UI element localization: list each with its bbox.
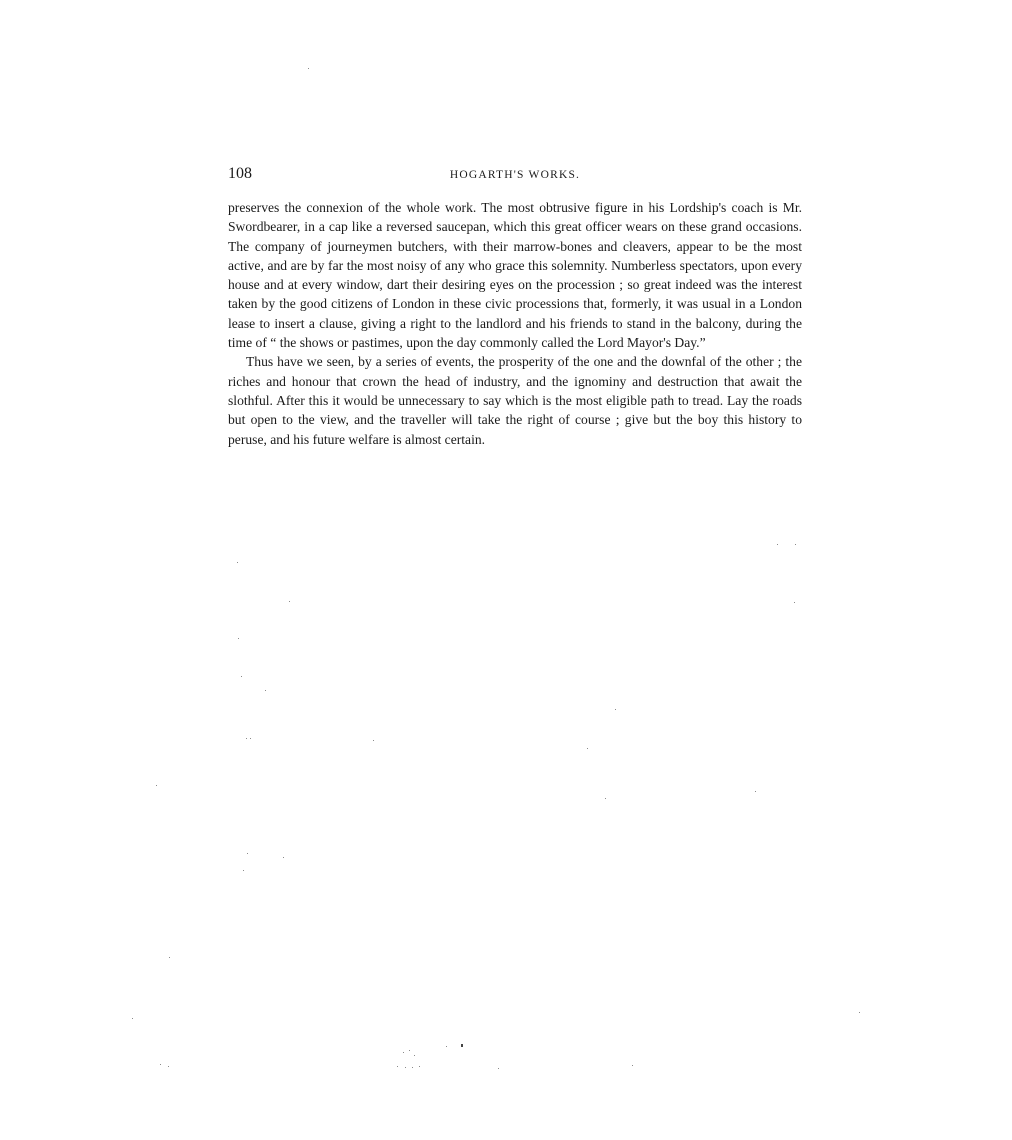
scan-speck bbox=[308, 68, 309, 69]
scan-speck bbox=[859, 1012, 860, 1013]
scan-speck bbox=[777, 544, 778, 545]
paragraph-2: Thus have we seen, by a series of events, the prosperity of the one and the downfal of the other ; the riches and honour that crown the head of industry, and the ignominy and destruction that await the slothful. After this it would be unnecessary to say which is the most eligible path to tread. Lay the roads but open to the view, and the traveller will take the right of course ; give but the boy this history to peruse, and his future welfare is almost certain. bbox=[228, 354, 802, 447]
scan-speck bbox=[405, 1067, 406, 1068]
scan-speck bbox=[373, 740, 374, 741]
body-text bbox=[228, 198, 802, 449]
scan-speck bbox=[587, 748, 588, 749]
scan-speck bbox=[403, 1052, 404, 1053]
scan-speck bbox=[605, 798, 606, 799]
scan-speck bbox=[412, 1067, 413, 1068]
page-number: 108 bbox=[228, 165, 252, 182]
paragraph-1: preserves the connexion of the whole work. The most obtrusive figure in his Lordship's coach is Mr. Swordbearer, in a cap like a reversed saucepan, which this great officer wears on these grand occasions. The company of journeymen butchers, with their marrow-bones and cleavers, appear to be the most active, and are by far the most noisy of any who grace this solemnity. Numberless spectators, upon every house and at every window, dart their desiring eyes on the procession ; so great indeed was the interest taken by the good citizens of London in these civic processions that, formerly, it was usual in a London lease to insert a clause, giving a right to the landlord and his friends to stand in the balcony, during the time of “ the shows or pastimes, upon the day commonly called the Lord Mayor's Day.” bbox=[228, 200, 802, 351]
scan-speck bbox=[397, 1066, 398, 1067]
scan-speck bbox=[168, 1066, 169, 1067]
scan-speck bbox=[246, 738, 247, 739]
scan-speck bbox=[250, 738, 251, 739]
scan-speck bbox=[169, 957, 170, 958]
scan-speck bbox=[461, 1044, 463, 1047]
scan-speck bbox=[446, 1046, 447, 1047]
scan-speck bbox=[409, 1050, 410, 1051]
book-page bbox=[228, 164, 802, 449]
scan-speck bbox=[615, 709, 616, 710]
scan-speck bbox=[283, 857, 284, 858]
scan-speck bbox=[241, 676, 242, 677]
scan-speck bbox=[160, 1064, 161, 1065]
running-title: HOGARTH'S WORKS. bbox=[449, 169, 581, 181]
scan-speck bbox=[237, 562, 238, 563]
scan-speck bbox=[243, 870, 244, 871]
scan-speck bbox=[795, 544, 796, 545]
scan-speck bbox=[238, 638, 239, 639]
scan-speck bbox=[498, 1068, 499, 1069]
running-head bbox=[228, 164, 802, 186]
scan-speck bbox=[755, 791, 756, 792]
scan-speck bbox=[265, 690, 266, 691]
scan-speck bbox=[289, 601, 290, 602]
scan-speck bbox=[247, 853, 248, 854]
scan-speck bbox=[156, 785, 157, 786]
scan-speck bbox=[632, 1065, 633, 1066]
scan-speck bbox=[132, 1018, 133, 1019]
scan-speck bbox=[419, 1066, 420, 1067]
scan-speck bbox=[794, 602, 795, 603]
scan-speck bbox=[414, 1055, 415, 1056]
